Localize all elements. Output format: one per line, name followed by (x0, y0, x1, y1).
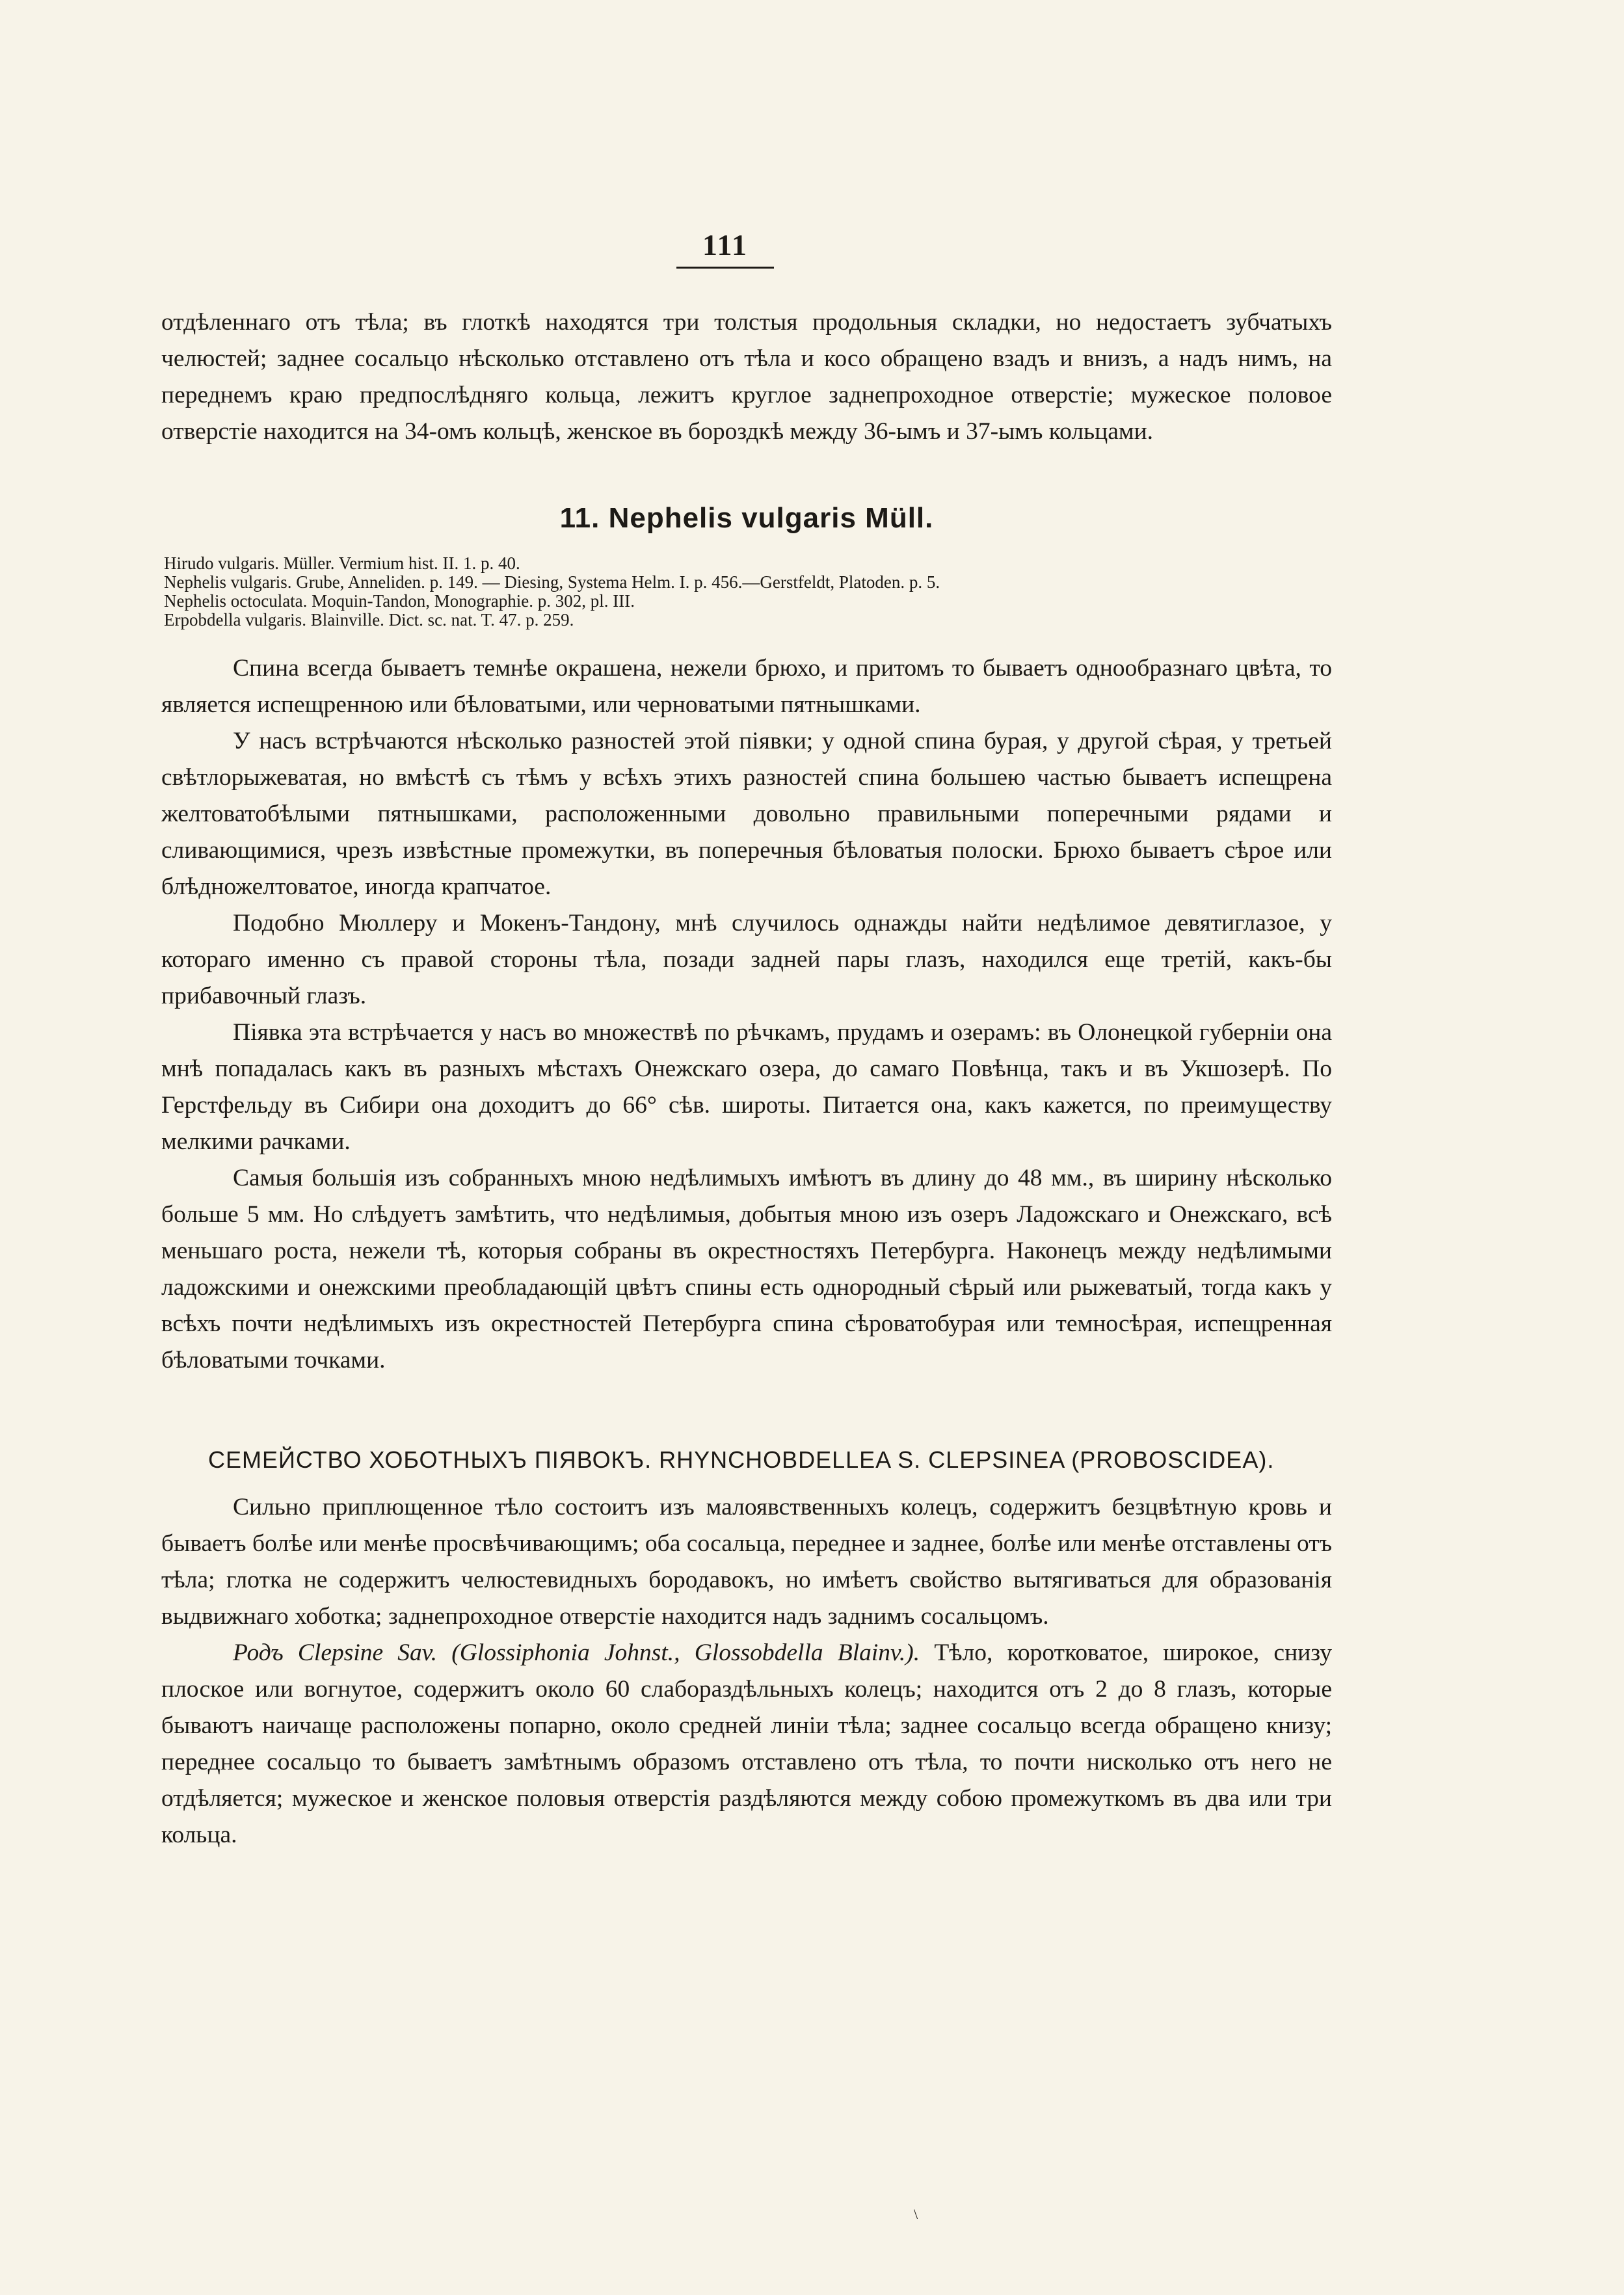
intro-paragraph: отдѣленнаго отъ тѣла; въ глоткѣ находятся три толстыя продольныя складки, но недостаетъ зубчатыхъ челюстей; заднее сосальцо нѣсколько отставлено отъ тѣла и косо обращено взадъ и внизъ, а надъ нимъ, на переднемъ краю предпослѣдняго кольца, лежитъ круглое заднепроходное отверстіе; мужеское половое отверстіе находится на 34-омъ кольцѣ, женское въ бороздкѣ между 36-ымъ и 37-ымъ кольцами. (161, 309, 1332, 445)
synonym-list (164, 554, 1335, 630)
intro-paragraph-block (161, 304, 1332, 450)
page-number-rule (676, 267, 774, 269)
genus-text: Тѣло, коротковатое, широкое, снизу плоское или вогнутое, содержитъ около 60 слабораздѣльныхъ колецъ; находится отъ 2 до 8 глазъ, которые бываютъ наичаще расположены попарно, около средней линіи тѣла; заднее сосальцо всегда обращено книзу; переднее сосальцо то бываетъ замѣтнымъ образомъ отставлено отъ тѣла, то почти нисколько отъ него не отдѣляется; мужеское и женское половыя отверстія раздѣляются между собою промежуткомъ въ два или три кольца. (161, 1639, 1332, 1848)
species-heading: 11. Nephelis vulgaris Müll. (559, 502, 934, 534)
paragraph: Подобно Мюллеру и Мокенъ-Тандону, мнѣ случилось однажды найти недѣлимое девятиглазое, у котораго именно съ правой стороны тѣла, позади задней пары глазъ, находился еще третій, какъ-бы прибавочный глазъ. (161, 910, 1332, 1009)
page-number: 111 (702, 228, 748, 261)
paragraph: Самыя большія изъ собранныхъ мною недѣлимыхъ имѣютъ въ длину до 48 мм., въ ширину нѣсколько больше 5 мм. Но слѣдуетъ замѣтить, что недѣлимыя, добытыя мною изъ озеръ Ладожскаго и Онежскаго, всѣ меньшаго роста, нежели тѣ, которыя собраны въ окрестностяхъ Петербурга. Наконецъ между недѣлимыми ладожскими и онежскими преобладающій цвѣтъ спины есть однородный сѣрый или рыжеватый, тогда какъ у всѣхъ почти недѣлимыхъ изъ окрестностей Петербурга спина сѣроватобурая или темносѣрая, испещренная бѣловатыми точками. (161, 1165, 1332, 1373)
bottom-mark: \ (914, 2206, 918, 2222)
synonym-line: Erpobdella vulgaris. Blainville. Dict. sc. nat. T. 47. p. 259. (164, 610, 574, 630)
family-text (161, 1489, 1332, 1853)
species-text (161, 650, 1332, 1379)
paragraph: У насъ встрѣчаются нѣсколько разностей этой піявки; у одной спина бурая, у другой сѣрая, у третьей свѣтлорыжеватая, но вмѣстѣ съ тѣмъ у всѣхъ этихъ разностей спина большею частью бываетъ испещрена желтоватобѣлыми пятнышками, расположенными довольно правильными поперечными рядами и сливающимися, чрезъ извѣстные промежутки, въ поперечныя бѣловатыя полоски. Брюхо бываетъ сѣрое или блѣдножелтоватое, иногда крапчатое. (161, 728, 1332, 900)
synonym-line: Hirudo vulgaris. Müller. Vermium hist. II. 1. p. 40. (164, 553, 520, 573)
synonym-line: Nephelis octoculata. Moquin-Tandon, Monographie. p. 302, pl. III. (164, 591, 635, 611)
genus-heading: Родъ Clepsine Sav. (Glossiphonia Johnst., Glossobdella Blainv.). (233, 1639, 920, 1666)
paragraph: Спина всегда бываетъ темнѣе окрашена, нежели брюхо, и притомъ то бываетъ однообразнаго цвѣта, то является испещренною или бѣловатыми, или черноватыми пятнышками. (161, 655, 1332, 718)
synonym-line: Nephelis vulgaris. Grube, Anneliden. p. 149. — Diesing, Systema Helm. I. p. 456.—Gerstfeldt, Platoden. p. 5. (164, 572, 940, 592)
family-paragraph: Сильно приплющенное тѣло состоитъ изъ малоявственныхъ колецъ, содержитъ безцвѣтную кровь и бываетъ болѣе или менѣе просвѣчивающимъ; оба сосальца, переднее и заднее, болѣе или менѣе отставлены отъ тѣла; глотка не содержитъ челюстевидныхъ бородавокъ, но имѣетъ свойство вытягиваться для образованія выдвижнаго хоботка; заднепроходное отверстіе находится надъ заднимъ сосальцомъ. (161, 1494, 1332, 1630)
family-heading: СЕМЕЙСТВО ХОБОТНЫХЪ ПІЯВОКЪ. RHYNCHOBDELLEA S. CLEPSINEA (PROBOSCIDEA). (208, 1446, 1275, 1473)
genus-paragraph (161, 1635, 1332, 1853)
paragraph: Піявка эта встрѣчается у насъ во множествѣ по рѣчкамъ, прудамъ и озерамъ: въ Олонецкой губерніи она мнѣ попадалась какъ въ разныхъ мѣстахъ Онежскаго озера, до самаго Повѣнца, такъ и въ Укшозерѣ. По Герстфельду въ Сибири она доходитъ до 66° сѣв. широты. Питается она, какъ кажется, по преимуществу мелкими рачками. (161, 1019, 1332, 1155)
